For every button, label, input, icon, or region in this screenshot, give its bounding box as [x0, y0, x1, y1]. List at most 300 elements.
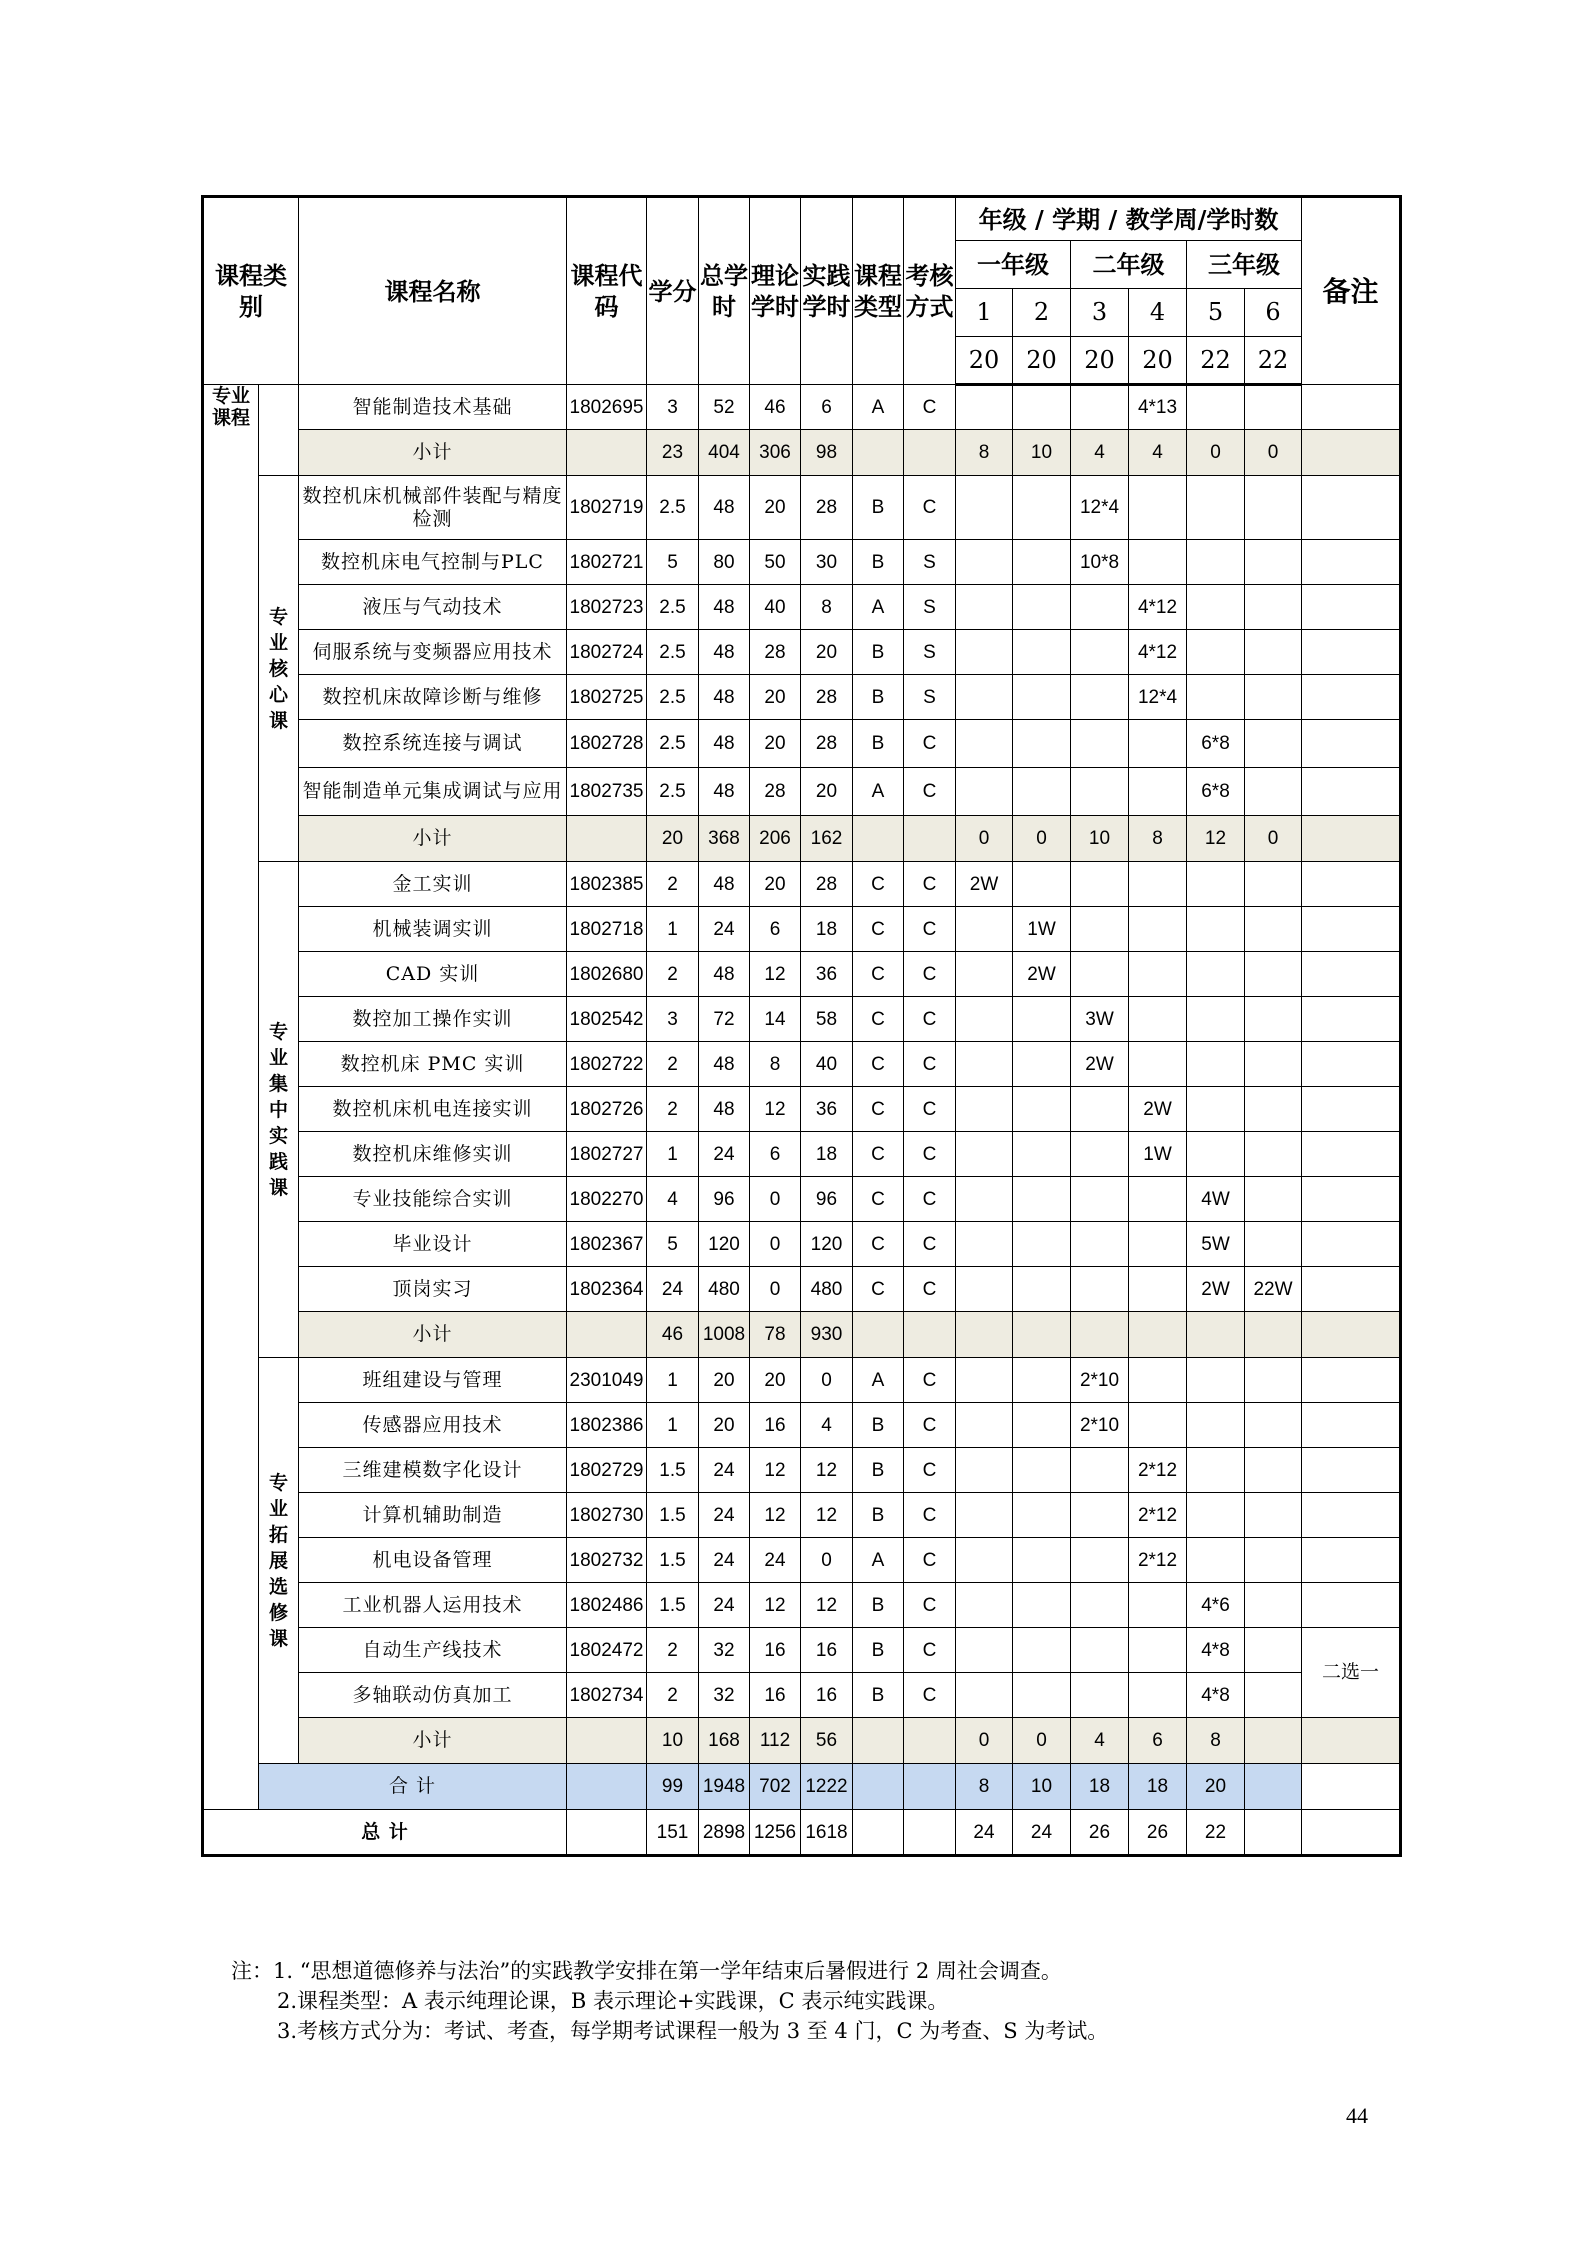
theory-hours-cell: 16: [750, 1673, 801, 1718]
remark-cell: [1302, 1718, 1401, 1764]
exam-mode-cell: [904, 430, 956, 476]
term-6-cell: [1245, 1493, 1302, 1538]
term-5-cell: [1187, 907, 1245, 952]
term-4-cell: [1129, 476, 1187, 540]
term-4-cell: 12*4: [1129, 675, 1187, 720]
term-5-cell: [1187, 540, 1245, 585]
term-3-cell: 10: [1071, 816, 1129, 862]
term-4-cell: [1129, 1042, 1187, 1087]
total-hours-cell: 24: [699, 1583, 750, 1628]
course-name-cell: 数控加工操作实训: [299, 997, 567, 1042]
practice-hours-cell: 28: [801, 476, 853, 540]
term-1-cell: [956, 1448, 1013, 1493]
remark-cell: [1302, 907, 1401, 952]
table-row: [203, 675, 1401, 720]
note-2: 2.课程类型：A 表示纯理论课，B 表示理论+实践课，C 表示纯实践课。: [277, 1989, 949, 2013]
course-name-cell: 数控机床故障诊断与维修: [299, 675, 567, 720]
term-1-cell: 0: [956, 816, 1013, 862]
practice-hours-cell: 28: [801, 675, 853, 720]
course-type-cell: [853, 430, 904, 476]
header-term: 1: [956, 289, 1013, 337]
note-1: 注：1. “思想道德修养与法治”的实践教学安排在第一学年结束后暑假进行 2 周社会调查。: [231, 1959, 1062, 1983]
course-name-cell: 伺服系统与变频器应用技术: [299, 630, 567, 675]
term-5-cell: [1187, 1042, 1245, 1087]
term-3-cell: 10*8: [1071, 540, 1129, 585]
course-code-cell: 1802726: [567, 1087, 647, 1132]
total-hours-cell: 48: [699, 952, 750, 997]
practice-hours-cell: 20: [801, 768, 853, 816]
header-code: 课程代码: [567, 197, 647, 385]
remark-cell: [1302, 1810, 1401, 1856]
table-row: [203, 768, 1401, 816]
remark-cell: [1302, 1358, 1401, 1403]
term-5-cell: [1187, 476, 1245, 540]
term-6-cell: [1245, 1403, 1302, 1448]
term-3-cell: 2W: [1071, 1042, 1129, 1087]
total-hours-cell: 168: [699, 1718, 750, 1764]
course-name-cell: 毕业设计: [299, 1222, 567, 1267]
course-type-cell: B: [853, 720, 904, 768]
theory-hours-cell: 50: [750, 540, 801, 585]
term-1-cell: [956, 476, 1013, 540]
term-4-cell: 4*12: [1129, 585, 1187, 630]
term-5-cell: 22: [1187, 1810, 1245, 1856]
table-row: [203, 385, 1401, 430]
term-1-cell: [956, 1222, 1013, 1267]
exam-mode-cell: C: [904, 1538, 956, 1583]
term-6-cell: [1245, 1448, 1302, 1493]
credit-cell: 2.5: [647, 585, 699, 630]
term-3-cell: [1071, 630, 1129, 675]
course-code-cell: 1802723: [567, 585, 647, 630]
term-3-cell: [1071, 1222, 1129, 1267]
theory-hours-cell: 702: [750, 1764, 801, 1810]
total-hours-cell: 48: [699, 720, 750, 768]
term-6-cell: 0: [1245, 430, 1302, 476]
theory-hours-cell: 1256: [750, 1810, 801, 1856]
theory-hours-cell: 12: [750, 1448, 801, 1493]
term-4-cell: 2W: [1129, 1087, 1187, 1132]
course-code-cell: 1802367: [567, 1222, 647, 1267]
curriculum-table: [201, 195, 1402, 1857]
term-1-cell: [956, 1312, 1013, 1358]
total-hours-cell: 72: [699, 997, 750, 1042]
term-3-cell: 2*10: [1071, 1358, 1129, 1403]
course-name-cell: 数控机床电气控制与PLC: [299, 540, 567, 585]
course-type-cell: B: [853, 1403, 904, 1448]
table-row: [203, 720, 1401, 768]
exam-mode-cell: C: [904, 1087, 956, 1132]
theory-hours-cell: 0: [750, 1222, 801, 1267]
remark-cell: [1302, 1312, 1401, 1358]
theory-hours-cell: 6: [750, 907, 801, 952]
practice-hours-cell: 120: [801, 1222, 853, 1267]
course-code-cell: 1802727: [567, 1132, 647, 1177]
total-hours-cell: 2898: [699, 1810, 750, 1856]
theory-hours-cell: 16: [750, 1628, 801, 1673]
term-3-cell: [1071, 385, 1129, 430]
table-row: [203, 1087, 1401, 1132]
theory-hours-cell: 78: [750, 1312, 801, 1358]
remark-cell: [1302, 1448, 1401, 1493]
course-name-cell: 三维建模数字化设计: [299, 1448, 567, 1493]
term-6-cell: [1245, 1042, 1302, 1087]
credit-cell: 24: [647, 1267, 699, 1312]
course-code-cell: [567, 1718, 647, 1764]
remark-cell: [1302, 1042, 1401, 1087]
course-code-cell: [567, 1810, 647, 1856]
term-4-cell: [1129, 1673, 1187, 1718]
note-3: 3.考核方式分为：考试、考查，每学期考试课程一般为 3 至 4 门，C 为考查、S 为考试。: [277, 2019, 1109, 2043]
term-5-cell: 8: [1187, 1718, 1245, 1764]
practice-hours-cell: 0: [801, 1358, 853, 1403]
course-name-cell: 机电设备管理: [299, 1538, 567, 1583]
header-week: 20: [956, 337, 1013, 385]
course-name-cell: 智能制造技术基础: [299, 385, 567, 430]
course-code-cell: 1802724: [567, 630, 647, 675]
term-1-cell: [956, 1403, 1013, 1448]
term-6-cell: [1245, 1583, 1302, 1628]
term-1-cell: [956, 1042, 1013, 1087]
outer-category-label: 专业课程: [203, 385, 259, 1810]
credit-cell: 2.5: [647, 768, 699, 816]
exam-mode-cell: C: [904, 720, 956, 768]
remark-cell: [1302, 1493, 1401, 1538]
practice-hours-cell: 58: [801, 997, 853, 1042]
course-type-cell: C: [853, 907, 904, 952]
remark-cell: [1302, 862, 1401, 907]
term-5-cell: [1187, 1087, 1245, 1132]
credit-cell: 1: [647, 1403, 699, 1448]
course-name-cell: CAD 实训: [299, 952, 567, 997]
total-hours-cell: 48: [699, 768, 750, 816]
practice-hours-cell: 98: [801, 430, 853, 476]
table-row: [203, 907, 1401, 952]
credit-cell: 4: [647, 1177, 699, 1222]
term-2-cell: [1013, 1087, 1071, 1132]
term-5-cell: [1187, 1538, 1245, 1583]
term-2-cell: [1013, 997, 1071, 1042]
exam-mode-cell: S: [904, 585, 956, 630]
term-3-cell: [1071, 720, 1129, 768]
total-hours-cell: 404: [699, 430, 750, 476]
term-5-cell: 12: [1187, 816, 1245, 862]
credit-cell: 1.5: [647, 1448, 699, 1493]
course-name-cell: 数控机床机电连接实训: [299, 1087, 567, 1132]
course-type-cell: C: [853, 1222, 904, 1267]
practice-hours-cell: 18: [801, 907, 853, 952]
practice-hours-cell: 0: [801, 1538, 853, 1583]
header-practice-hours: 实践学时: [801, 197, 853, 385]
term-1-cell: 8: [956, 1764, 1013, 1810]
credit-cell: 2: [647, 1628, 699, 1673]
header-week: 22: [1187, 337, 1245, 385]
exam-mode-cell: C: [904, 997, 956, 1042]
term-2-cell: [1013, 1132, 1071, 1177]
remark-cell: [1302, 1177, 1401, 1222]
total-hours-cell: 24: [699, 907, 750, 952]
term-4-cell: 4*12: [1129, 630, 1187, 675]
term-6-cell: [1245, 1358, 1302, 1403]
theory-hours-cell: 28: [750, 630, 801, 675]
remark-cell: [1302, 1132, 1401, 1177]
total-hours-cell: 1948: [699, 1764, 750, 1810]
course-type-cell: C: [853, 1132, 904, 1177]
term-3-cell: [1071, 1538, 1129, 1583]
term-5-cell: [1187, 385, 1245, 430]
term-2-cell: [1013, 1267, 1071, 1312]
remark-cell: [1302, 1222, 1401, 1267]
course-code-cell: [567, 1312, 647, 1358]
table-row: [203, 1177, 1401, 1222]
credit-cell: 1.5: [647, 1493, 699, 1538]
header-course-type: 课程类型: [853, 197, 904, 385]
exam-mode-cell: C: [904, 907, 956, 952]
sum-row: [203, 1764, 1401, 1810]
header-term: 3: [1071, 289, 1129, 337]
term-4-cell: [1129, 1177, 1187, 1222]
term-6-cell: [1245, 1538, 1302, 1583]
term-6-cell: [1245, 675, 1302, 720]
credit-cell: 3: [647, 385, 699, 430]
term-3-cell: [1071, 585, 1129, 630]
practice-hours-cell: 18: [801, 1132, 853, 1177]
table-row: [203, 630, 1401, 675]
remark-cell: [1302, 585, 1401, 630]
credit-cell: 5: [647, 1222, 699, 1267]
term-1-cell: [956, 907, 1013, 952]
course-type-cell: B: [853, 1673, 904, 1718]
theory-hours-cell: 20: [750, 720, 801, 768]
theory-hours-cell: 12: [750, 1087, 801, 1132]
term-2-cell: [1013, 1628, 1071, 1673]
term-1-cell: [956, 997, 1013, 1042]
term-6-cell: [1245, 476, 1302, 540]
subtotal-row: [203, 816, 1401, 862]
course-type-cell: C: [853, 952, 904, 997]
term-2-cell: 24: [1013, 1810, 1071, 1856]
term-3-cell: [1071, 907, 1129, 952]
exam-mode-cell: C: [904, 1358, 956, 1403]
remark-cell: [1302, 385, 1401, 430]
table-row: [203, 1132, 1401, 1177]
exam-mode-cell: C: [904, 952, 956, 997]
theory-hours-cell: 6: [750, 1132, 801, 1177]
term-6-cell: [1245, 1177, 1302, 1222]
term-5-cell: 6*8: [1187, 768, 1245, 816]
header-total-hours: 总学时: [699, 197, 750, 385]
total-hours-cell: 48: [699, 630, 750, 675]
header-year: 三年级: [1187, 241, 1302, 289]
term-1-cell: 24: [956, 1810, 1013, 1856]
table-row: [203, 1628, 1401, 1673]
remark-cell: [1302, 768, 1401, 816]
theory-hours-cell: 20: [750, 862, 801, 907]
practice-hours-cell: 28: [801, 862, 853, 907]
total-hours-cell: 24: [699, 1448, 750, 1493]
term-1-cell: [956, 585, 1013, 630]
credit-cell: 2: [647, 1673, 699, 1718]
term-5-cell: [1187, 1448, 1245, 1493]
course-code-cell: 1802725: [567, 675, 647, 720]
exam-mode-cell: S: [904, 675, 956, 720]
group-label-text: 专业集中实践课: [268, 1020, 288, 1199]
credit-cell: 2.5: [647, 675, 699, 720]
term-4-cell: 18: [1129, 1764, 1187, 1810]
term-4-cell: 2*12: [1129, 1448, 1187, 1493]
theory-hours-cell: 28: [750, 768, 801, 816]
credit-cell: 2.5: [647, 630, 699, 675]
term-3-cell: 26: [1071, 1810, 1129, 1856]
course-code-cell: 1802486: [567, 1583, 647, 1628]
exam-mode-cell: [904, 816, 956, 862]
term-6-cell: [1245, 768, 1302, 816]
course-name-cell: 专业技能综合实训: [299, 1177, 567, 1222]
credit-cell: 1: [647, 907, 699, 952]
theory-hours-cell: 40: [750, 585, 801, 630]
term-3-cell: 18: [1071, 1764, 1129, 1810]
course-code-cell: 2301049: [567, 1358, 647, 1403]
theory-hours-cell: 0: [750, 1177, 801, 1222]
exam-mode-cell: C: [904, 1403, 956, 1448]
term-2-cell: [1013, 675, 1071, 720]
exam-mode-cell: C: [904, 1042, 956, 1087]
term-6-cell: [1245, 1087, 1302, 1132]
course-type-cell: B: [853, 675, 904, 720]
term-3-cell: [1071, 952, 1129, 997]
course-type-cell: A: [853, 1358, 904, 1403]
course-type-cell: [853, 816, 904, 862]
theory-hours-cell: 20: [750, 476, 801, 540]
table-row: [203, 1538, 1401, 1583]
table-row: [203, 1493, 1401, 1538]
term-2-cell: [1013, 1583, 1071, 1628]
practice-hours-cell: 480: [801, 1267, 853, 1312]
course-name-cell: 顶岗实习: [299, 1267, 567, 1312]
course-type-cell: C: [853, 1267, 904, 1312]
credit-cell: 1: [647, 1358, 699, 1403]
course-type-cell: B: [853, 1493, 904, 1538]
term-3-cell: 4: [1071, 1718, 1129, 1764]
table-row: [203, 1673, 1401, 1718]
theory-hours-cell: 306: [750, 430, 801, 476]
remark-cell: [1302, 1403, 1401, 1448]
term-4-cell: 4: [1129, 430, 1187, 476]
practice-hours-cell: 12: [801, 1493, 853, 1538]
term-1-cell: [956, 1673, 1013, 1718]
term-6-cell: [1245, 862, 1302, 907]
course-name-cell: 工业机器人运用技术: [299, 1583, 567, 1628]
total-hours-cell: 24: [699, 1132, 750, 1177]
practice-hours-cell: 28: [801, 720, 853, 768]
total-hours-cell: 48: [699, 476, 750, 540]
subtotal-row: [203, 1312, 1401, 1358]
remark-cell: [1302, 1764, 1401, 1810]
practice-hours-cell: 8: [801, 585, 853, 630]
remark-cell: [1302, 952, 1401, 997]
term-3-cell: [1071, 675, 1129, 720]
page-number: 44: [1346, 2103, 1368, 2128]
credit-cell: 23: [647, 430, 699, 476]
term-1-cell: [956, 385, 1013, 430]
term-4-cell: [1129, 907, 1187, 952]
subtotal-row: [203, 430, 1401, 476]
term-4-cell: [1129, 862, 1187, 907]
credit-cell: 2.5: [647, 476, 699, 540]
theory-hours-cell: 8: [750, 1042, 801, 1087]
term-4-cell: [1129, 540, 1187, 585]
course-name-cell: 数控机床维修实训: [299, 1132, 567, 1177]
table-row: [203, 1042, 1401, 1087]
term-4-cell: [1129, 1312, 1187, 1358]
course-type-cell: B: [853, 630, 904, 675]
term-1-cell: 0: [956, 1718, 1013, 1764]
term-5-cell: [1187, 952, 1245, 997]
exam-mode-cell: C: [904, 1493, 956, 1538]
exam-mode-cell: C: [904, 1267, 956, 1312]
term-2-cell: [1013, 385, 1071, 430]
credit-cell: 2: [647, 862, 699, 907]
term-3-cell: [1071, 1087, 1129, 1132]
term-5-cell: 4*8: [1187, 1673, 1245, 1718]
term-6-cell: 0: [1245, 816, 1302, 862]
exam-mode-cell: S: [904, 540, 956, 585]
course-type-cell: B: [853, 1583, 904, 1628]
total-hours-cell: 24: [699, 1538, 750, 1583]
credit-cell: 5: [647, 540, 699, 585]
term-3-cell: [1071, 862, 1129, 907]
total-hours-cell: 1008: [699, 1312, 750, 1358]
term-1-cell: 8: [956, 430, 1013, 476]
term-1-cell: [956, 1628, 1013, 1673]
term-4-cell: 2*12: [1129, 1538, 1187, 1583]
course-code-cell: 1802734: [567, 1673, 647, 1718]
term-4-cell: 4*13: [1129, 385, 1187, 430]
term-5-cell: [1187, 997, 1245, 1042]
course-code-cell: 1802364: [567, 1267, 647, 1312]
table-row: [203, 1448, 1401, 1493]
term-4-cell: [1129, 1403, 1187, 1448]
exam-mode-cell: [904, 1764, 956, 1810]
practice-hours-cell: 1222: [801, 1764, 853, 1810]
course-code-cell: [567, 430, 647, 476]
theory-hours-cell: 206: [750, 816, 801, 862]
term-5-cell: 2W: [1187, 1267, 1245, 1312]
term-4-cell: [1129, 720, 1187, 768]
theory-hours-cell: 12: [750, 952, 801, 997]
course-code-cell: 1802729: [567, 1448, 647, 1493]
term-5-cell: [1187, 1403, 1245, 1448]
course-name-cell: 多轴联动仿真加工: [299, 1673, 567, 1718]
header-term: 4: [1129, 289, 1187, 337]
total-hours-cell: 48: [699, 675, 750, 720]
course-code-cell: 1802386: [567, 1403, 647, 1448]
term-1-cell: [956, 1267, 1013, 1312]
course-name-cell: 智能制造单元集成调试与应用: [299, 768, 567, 816]
term-2-cell: 10: [1013, 1764, 1071, 1810]
term-6-cell: [1245, 1628, 1302, 1673]
term-1-cell: [956, 1358, 1013, 1403]
remark-cell: [1302, 1087, 1401, 1132]
term-6-cell: [1245, 907, 1302, 952]
term-2-cell: [1013, 630, 1071, 675]
subtotal-label: 小计: [299, 1718, 567, 1764]
course-type-cell: B: [853, 1448, 904, 1493]
term-6-cell: [1245, 385, 1302, 430]
course-code-cell: 1802732: [567, 1538, 647, 1583]
term-6-cell: [1245, 1718, 1302, 1764]
group-label: [259, 476, 299, 862]
